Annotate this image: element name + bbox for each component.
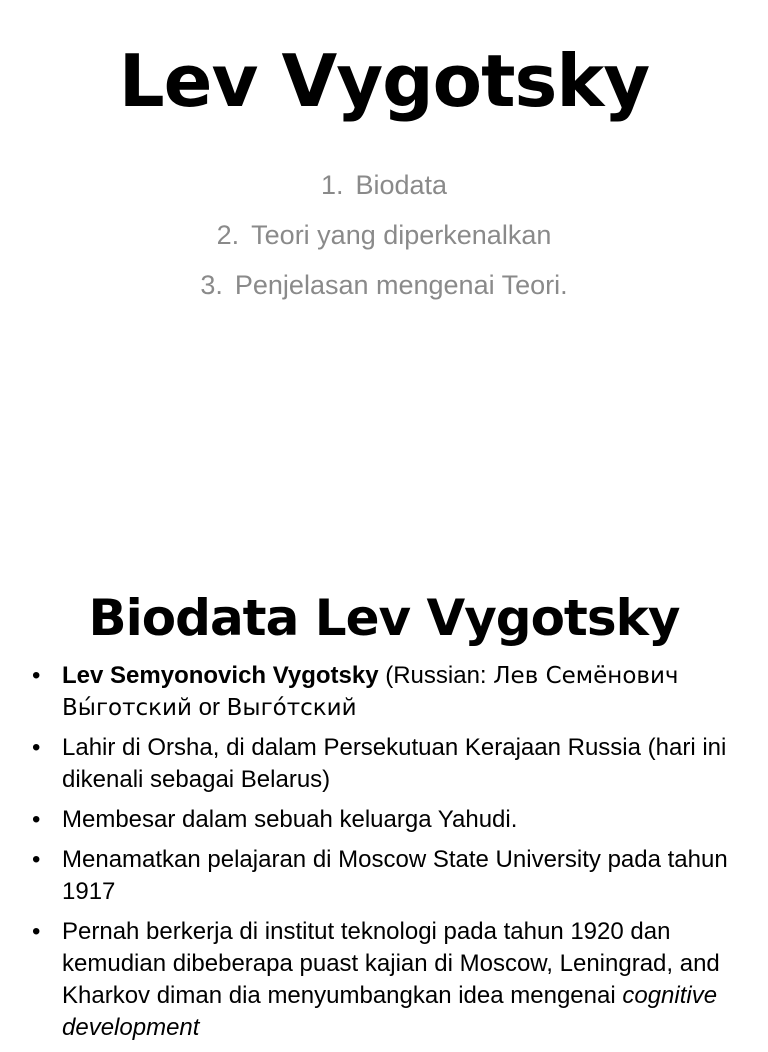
full-name: Lev Semyonovich Vygotsky <box>62 662 379 689</box>
or-text: or <box>191 694 227 721</box>
agenda-item-number: 3. <box>200 270 223 300</box>
list-item-text: Lahir di Orsha, di dalam Persekutuan Kerajaan Russia (hari ini dikenali sebagai Belarus) <box>62 734 727 793</box>
bullet-icon: • <box>32 662 41 689</box>
list-item-italic-text: cognitive development <box>62 982 718 1041</box>
biodata-list <box>30 660 730 1052</box>
agenda-item <box>0 214 768 264</box>
agenda-item-text: Teori yang diperkenalkan <box>251 220 552 250</box>
cyrillic-name-alt: Выго́тский <box>226 695 357 721</box>
agenda-item <box>0 164 768 214</box>
cyrillic-name: Лев Семёнович Вы́готский <box>62 663 679 721</box>
list-item <box>30 732 730 796</box>
bullet-icon: • <box>32 846 41 873</box>
agenda-list <box>0 164 768 314</box>
biodata-heading: Biodata Lev Vygotsky <box>88 589 680 647</box>
agenda-item <box>0 264 768 314</box>
list-item <box>30 916 730 1044</box>
list-item-text: Menamatkan pelajaran di Moscow State University pada tahun 1917 <box>62 846 728 905</box>
list-item-text: Pernah berkerja di institut teknologi pada tahun 1920 dan kemudian dibeberapa puast kajian di Moscow, Leningrad, and Kharkov diman dia menyumbangkan idea mengenai <box>62 918 720 1009</box>
list-item <box>30 660 730 724</box>
bullet-icon: • <box>32 918 41 945</box>
slide-title-heading: Lev Vygotsky <box>118 39 650 123</box>
agenda-item-number: 1. <box>320 170 344 200</box>
list-item <box>30 804 730 836</box>
bullet-icon: • <box>32 806 41 833</box>
agenda-item-number: 2. <box>216 220 240 250</box>
agenda-item-text: Biodata <box>355 170 448 200</box>
agenda-item-text: Penjelasan mengenai Teori. <box>234 270 568 300</box>
list-item-text: Membesar dalam sebuah keluarga Yahudi. <box>62 806 518 833</box>
list-item <box>30 844 730 908</box>
bullet-icon: • <box>32 734 41 761</box>
slide-biodata <box>0 576 768 1041</box>
russian-label: (Russian: <box>378 662 494 689</box>
